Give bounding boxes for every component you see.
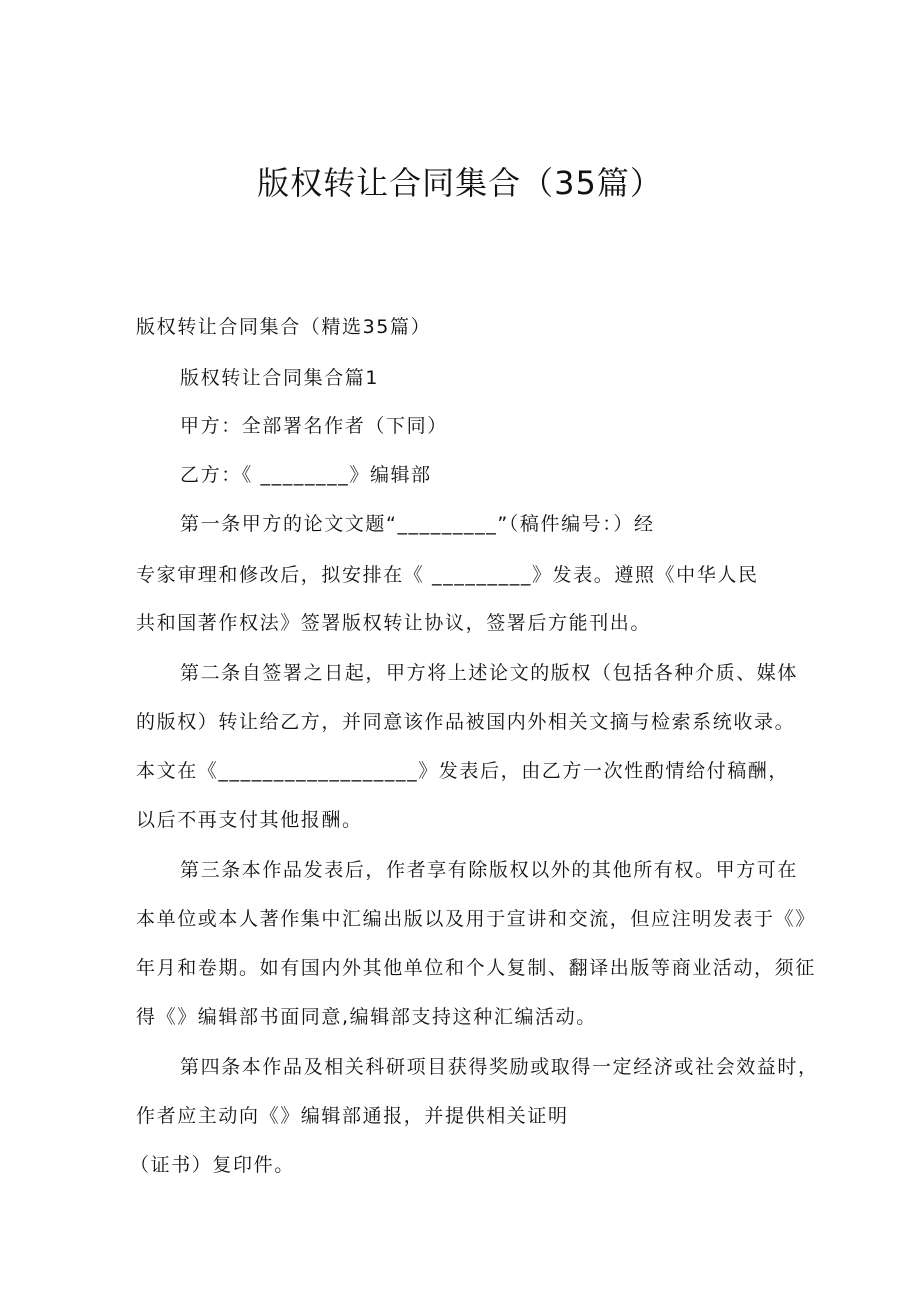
paragraph-line: 本单位或本人著作集中汇编出版以及用于宣讲和交流，但应注明发表于《》 [136,908,816,930]
paragraph-line: 本文在《__________________》发表后，由乙方一次性酌情给付稿酬， [136,760,790,782]
paragraph-line: （证书）复印件。 [130,1154,295,1176]
party-a-line: 甲方：全部署名作者（下同） [180,415,448,437]
paragraph-line: 共和国著作权法》签署版权转让协议，签署后方能刊出。 [136,612,652,634]
paragraph-line: 作者应主动向《》编辑部通报，并提供相关证明 [136,1105,569,1127]
paragraph-line: 以后不再支付其他报酬。 [136,809,363,831]
paragraph-line: 第一条甲方的论文文题“_________”（稿件编号：）经 [180,513,655,535]
document-title: 版权转让合同集合（35篇） [257,164,663,202]
paragraph-line: 得《》编辑部书面同意,编辑部支持这种汇编活动。 [136,1006,597,1028]
subtitle-line: 版权转让合同集合（精选35篇） [136,316,432,338]
section-heading: 版权转让合同集合篇1 [180,367,380,389]
paragraph-line: 的版权）转让给乙方，并同意该作品被国内外相关文摘与检索系统收录。 [136,711,796,733]
paragraph-line: 第三条本作品发表后，作者享有除版权以外的其他所有权。甲方可在 [180,859,799,881]
paragraph-line: 第二条自签署之日起，甲方将上述论文的版权（包括各种介质、媒体 [180,662,799,684]
party-b-line: 乙方：《 ________》编辑部 [180,464,432,486]
paragraph-line: 专家审理和修改后，拟安排在《 _________》发表。遵照《中华人民 [136,564,759,586]
paragraph-line: 第四条本作品及相关科研项目获得奖励或取得一定经济或社会效益时， [180,1056,819,1078]
paragraph-line: 年月和卷期。如有国内外其他单位和个人复制、翻译出版等商业活动，须征 [136,957,816,979]
